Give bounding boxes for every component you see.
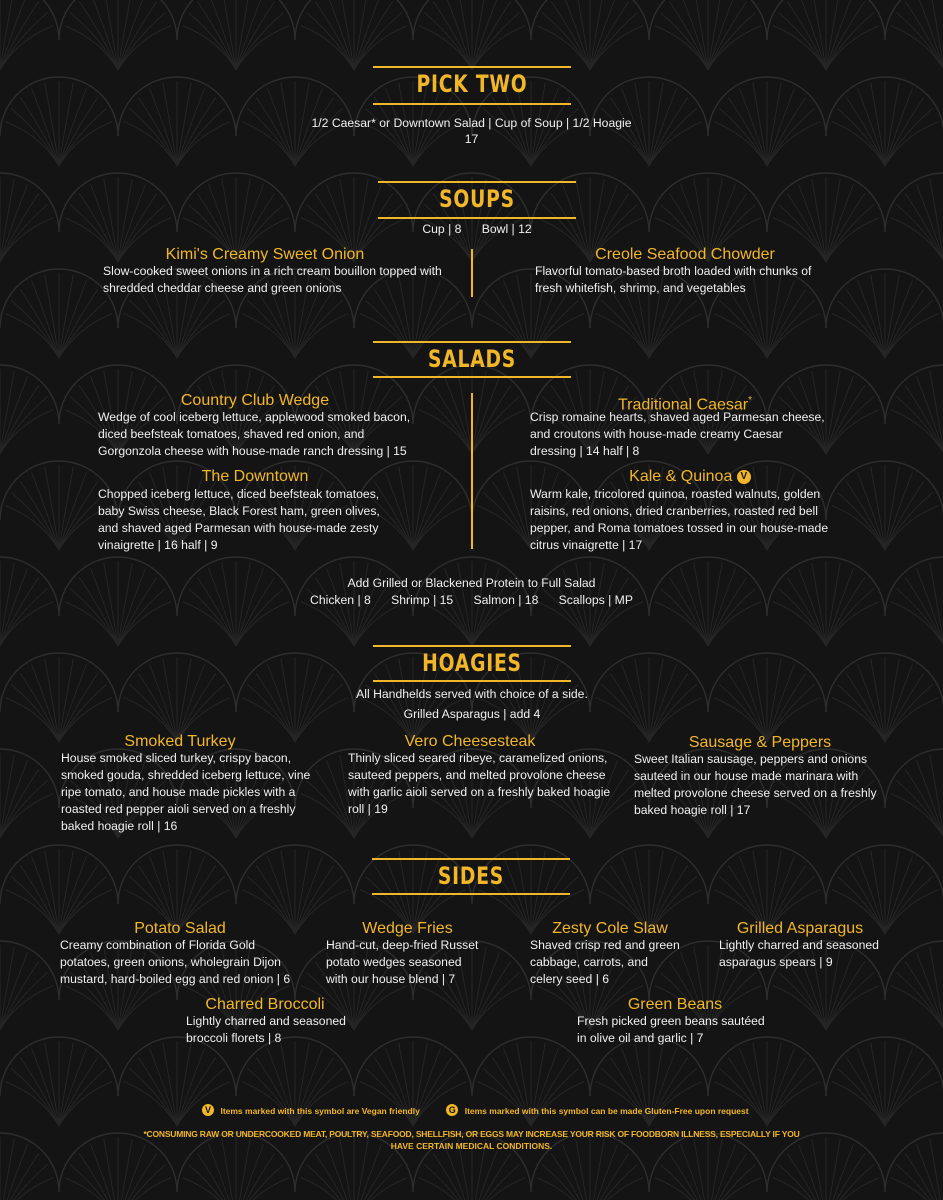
caesar-raw-mark: * [748,395,753,406]
salad-title-kale [600,467,780,486]
salad-title-wedge: Country Club Wedge [180,392,330,409]
soup-desc-chowder: Flavorful tomato-based broth loaded with chunks of fresh whitefish, shrimp, and vegetables [535,264,812,295]
salads-rule-top [373,341,571,343]
legend [202,1101,762,1117]
side-title-asparagus: Grilled Asparagus [736,920,864,937]
side-desc-wedge-fries: Hand-cut, deep-fried Russet potato wedges seasoned with our house blend | 7 [326,938,479,986]
pick-two-rule-bottom [373,103,571,105]
raw-food-disclaimer-line1: *CONSUMING RAW OR UNDERCOOKED MEAT, POULTRY, SEAFOOD, SHELLFISH, OR EGGS MAY INCREASE YOUR RISK OF FOODBORN ILLNESS, ESPECIALLY IF YOU [143,1129,800,1139]
salad-desc-downtown: Chopped iceberg lettuce, diced beefsteak tomatoes, baby Swiss cheese, Black Forest ham, green olives, and shaved aged Parmesan with house-made zesty vinaigrette | 16 half | 9 [98,487,380,552]
side-desc-asparagus: Lightly charred and seasoned asparagus spears | 9 [719,938,879,969]
salad-addon-prices: Chicken | 8 Shrimp | 15 Salmon | 18 Scallops | MP [310,593,633,607]
hoagie-title-turkey: Smoked Turkey [124,733,236,750]
soup-title-sweet-onion: Kimi's Creamy Sweet Onion [165,246,365,263]
hoagies-rule-bottom [373,680,571,682]
soup-title-chowder: Creole Seafood Chowder [595,246,775,263]
pick-two-options: 1/2 Caesar* or Downtown Salad | Cup of Soup | 1/2 Hoagie [311,116,632,130]
sides-heading: SIDES [437,862,505,890]
soups-heading: SOUPS [439,185,515,213]
hoagies-asparagus-addon: Grilled Asparagus | add 4 [403,707,541,721]
vegan-icon: V [737,470,751,484]
hoagie-title-cheesesteak: Vero Cheesesteak [404,733,536,750]
salads-divider [471,393,473,549]
side-desc-green-beans: Fresh picked green beans sautéed in olive oil and garlic | 7 [577,1014,765,1045]
raw-food-disclaimer-line2: HAVE CERTAIN MEDICAL CONDITIONS. [390,1141,553,1151]
side-title-cole-slaw: Zesty Cole Slaw [552,920,668,937]
salad-desc-kale: Warm kale, tricolored quinoa, roasted walnuts, golden raisins, red onions, dried cranberries, roasted red bell pepper, and Roma tomatoes tossed in our house-made citrus vinaigrette | 17 [530,487,829,552]
gluten-free-legend-icon: G [446,1104,458,1116]
hoagie-desc-cheesesteak: Thinly sliced seared ribeye, caramelized onions, sauteed peppers, and melted provolone cheese with garlic aioli served on a freshly baked hoagie roll | 19 [348,751,611,816]
soup-sizes: Cup | 8 Bowl | 12 [422,222,532,236]
pick-two-rule-top [373,66,571,68]
soups-rule-bottom [378,217,576,219]
soups-rule-top [378,181,576,183]
hoagies-rule-top [373,645,571,647]
sides-rule-bottom [372,893,570,895]
side-title-broccoli: Charred Broccoli [205,996,325,1013]
gluten-free-legend-text: Items marked with this symbol can be made Gluten-Free upon request [464,1106,749,1116]
side-desc-potato-salad: Creamy combination of Florida Gold potatoes, green onions, wholegrain Dijon mustard, hard-boiled egg and red onion | 6 [60,938,291,986]
salad-desc-wedge: Wedge of cool iceberg lettuce, applewood smoked bacon, diced beefsteak tomatoes, shaved red onion, and Gorgonzola cheese with house-made ranch dressing | 15 [98,410,411,458]
soup-desc-sweet-onion: Slow-cooked sweet onions in a rich cream bouillon topped with shredded cheddar cheese and green onions [103,264,442,295]
salad-desc-caesar: Crisp romaine hearts, shaved aged Parmesan cheese, and croutons with house-made creamy Caesar dressing | 14 half | 8 [530,410,825,458]
salads-rule-bottom [373,376,571,378]
salad-addon-intro: Add Grilled or Blackened Protein to Full Salad [347,576,596,590]
soups-divider [471,249,473,297]
salad-title-downtown: The Downtown [201,468,309,485]
side-title-wedge-fries: Wedge Fries [362,920,453,937]
hoagie-desc-sausage: Sweet Italian sausage, peppers and onions sauteed in our house made marinara with melted provolone cheese served on a freshly baked hoagie roll | 17 [634,752,877,817]
hoagies-heading: HOAGIES [422,649,522,677]
hoagie-title-sausage: Sausage & Peppers [688,734,832,751]
side-title-green-beans: Green Beans [627,996,723,1013]
hoagie-desc-turkey: House smoked sliced turkey, crispy bacon, smoked gouda, shredded iceberg lettuce, vine ripe tomato, and house made pickles with a roasted red pepper aioli served on a freshly baked hoagie roll | 16 [61,751,311,833]
salad-name-kale: Kale & Quinoa [629,468,733,485]
salads-heading: SALADS [427,345,517,373]
salad-name-caesar: Traditional Caesar [617,396,749,414]
vegan-legend-text: Items marked with this symbol are Vegan friendly [220,1106,420,1116]
pick-two-heading: PICK TWO [416,70,528,98]
side-title-potato-salad: Potato Salad [134,920,226,937]
pick-two-price: 17 [464,132,479,146]
side-desc-cole-slaw: Shaved crisp red and green cabbage, carrots, and celery seed | 6 [530,938,680,986]
side-desc-broccoli: Lightly charred and seasoned broccoli florets | 8 [186,1014,346,1045]
sides-rule-top [372,858,570,860]
vegan-legend-icon: V [202,1104,214,1116]
hoagies-intro: All Handhelds served with choice of a side. [356,687,588,701]
